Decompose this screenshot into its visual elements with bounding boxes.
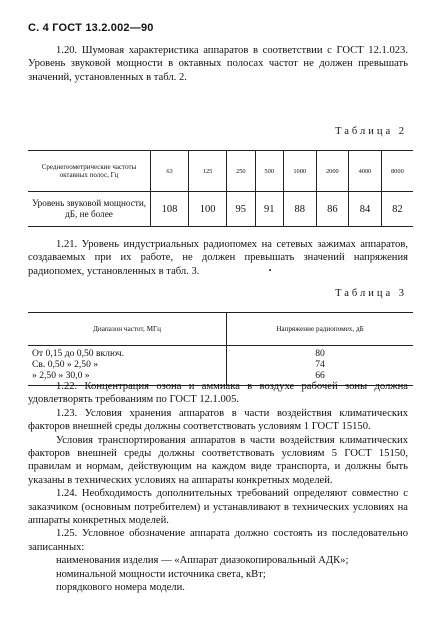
table-2-freq: 8000: [381, 151, 413, 192]
paragraph-1-21: 1.21. Уровень индустриальных радиопомех на сетевых зажимах аппаратов, создаваемых при их работе, не должен превышать значений напряжения радиопомех, установленных в табл. 3.: [28, 239, 408, 277]
table-2-header-row: [28, 151, 413, 192]
paragraph-1-20: 1.20. Шумовая характеристика аппаратов в соответствии с ГОСТ 12.1.023. Уровень звуковой мощности в октавных полосах частот не должен превышать значений, установленных в табл. 2.: [28, 45, 408, 83]
table-2-freq: 4000: [349, 151, 382, 192]
table-3: [28, 312, 413, 386]
paragraph-1-24: 1.24. Необходимость дополнительных требований определяют совместно с заказчиком (основным потребителем) и устанавливают в технических условиях на аппараты конкретных моделей.: [28, 488, 408, 527]
table-3-header-row: [28, 313, 413, 346]
paragraph-transport: Условия транспортирования аппаратов в части воздействия климатических факторов внешней среды должны соответствовать условиям 5 ГОСТ 15150, правилам и нормам, действующим на каждом виде транспорта, и должны быть указаны в технических условиях на аппараты конкретных моделей.: [28, 434, 408, 486]
table-3-range: » 2,50 » 30,0 »: [32, 370, 90, 381]
table-2-value: 108: [151, 192, 189, 227]
table-3-value: 80: [315, 348, 325, 359]
table-2-freq: 125: [189, 151, 227, 192]
list-item: наименования изделия — «Аппарат диазокопировальный АДК»;: [56, 555, 349, 567]
table-3-value: 66: [315, 370, 325, 381]
page-header: С. 4 ГОСТ 13.2.002—90: [28, 22, 154, 34]
table-2-value: 84: [349, 192, 382, 227]
table-2: [28, 150, 413, 227]
table-3-col2-header: Напряжение радиопомех, дБ: [227, 313, 414, 346]
table-2-value: 91: [255, 192, 283, 227]
print-speck: [269, 269, 271, 271]
paragraph-1-23: 1.23. Условия хранения аппаратов в части воздействия климатических факторов внешней среды должны соответствовать условиям 1 ГОСТ 15150.: [28, 407, 408, 433]
table-2-row-label: Уровень звуковой мощности, дБ, не более: [31, 198, 147, 219]
table-2-freq: 2000: [316, 151, 349, 192]
table-3-caption: Таблица 3: [335, 288, 407, 299]
table-2-data-row: [28, 192, 413, 227]
table-3-value: 74: [315, 359, 325, 370]
table-2-freq: 500: [255, 151, 283, 192]
paragraphs-1-22-to-1-25: [28, 380, 408, 595]
table-2-freq: 250: [227, 151, 255, 192]
table-2-freq: 1000: [283, 151, 316, 192]
paragraph-1-22: 1.22. Концентрация озона и аммиака в воздухе рабочей зоны должна удовлетворять требованиям по ГОСТ 12.1.005.: [28, 381, 408, 406]
table-2-caption: Таблица 2: [335, 126, 407, 137]
table-2-header-label: Среднегеометрические частоты октавных полос, Гц: [28, 151, 151, 192]
table-2-freq: 63: [151, 151, 189, 192]
table-2-value: 95: [227, 192, 255, 227]
table-2-value: 82: [381, 192, 413, 227]
table-3-range: Св. 0,50 » 2,50 »: [32, 359, 99, 370]
table-2-value: 100: [189, 192, 227, 227]
table-3-range: От 0,15 до 0,50 включ.: [32, 348, 124, 359]
table-2-value: 88: [283, 192, 316, 227]
table-3-col1-header: Диапазон частот, МГц: [28, 313, 227, 346]
list-item: номинальной мощности источника света, кВт;: [56, 568, 266, 580]
list-item: порядкового номера модели.: [56, 582, 185, 594]
paragraph-1-25: 1.25. Условное обозначение аппарата должно состоять из последовательно записанных:: [28, 528, 408, 553]
table-2-value: 86: [316, 192, 349, 227]
